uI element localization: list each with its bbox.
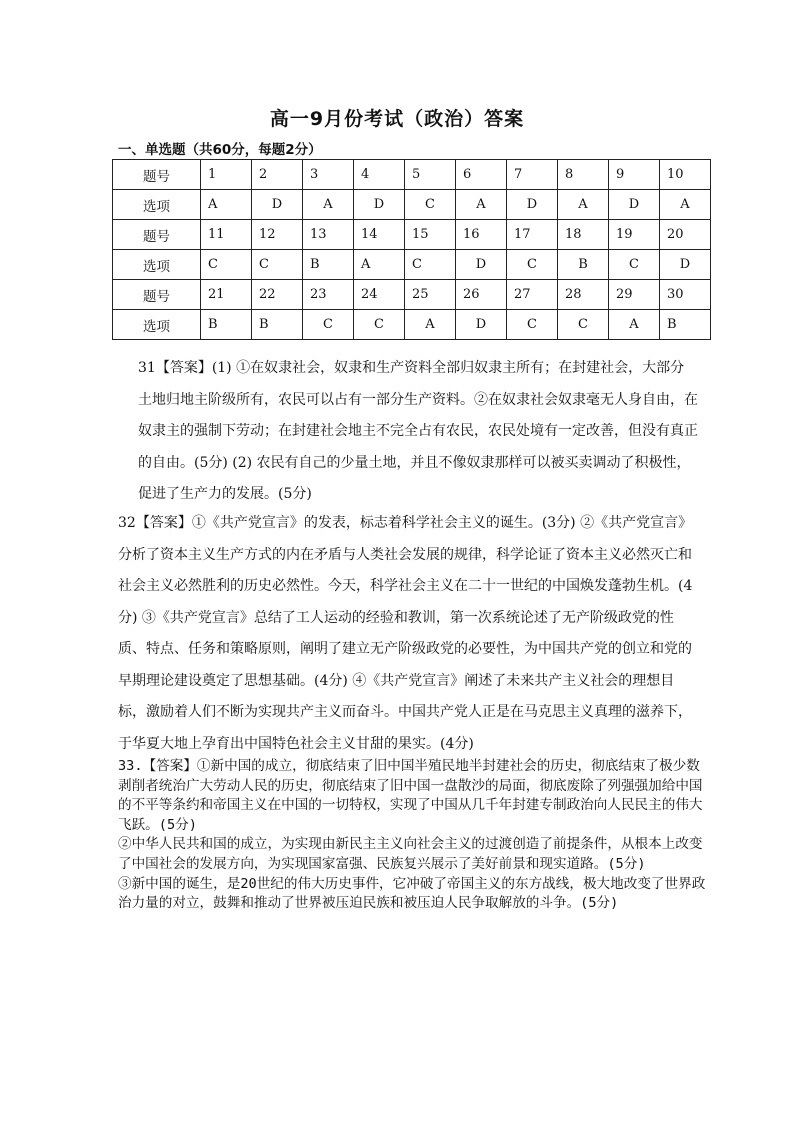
number-cell: 22 bbox=[252, 280, 303, 310]
number-cell: 26 bbox=[456, 280, 507, 310]
answer-cell: A bbox=[558, 190, 609, 220]
table-row bbox=[113, 220, 711, 250]
answer-cell: C bbox=[405, 250, 456, 280]
section-heading: 一、单选题（共60分，每题2分） bbox=[118, 142, 322, 158]
row-label: 选项 bbox=[113, 310, 201, 340]
answer-cell: A bbox=[354, 250, 405, 280]
number-cell: 6 bbox=[456, 160, 507, 190]
number-cell: 24 bbox=[354, 280, 405, 310]
answer-cell: C bbox=[405, 190, 456, 220]
answer-cell: C bbox=[201, 250, 252, 280]
answer-cell: C bbox=[507, 250, 558, 280]
number-cell: 12 bbox=[252, 220, 303, 250]
answer-cell: D bbox=[252, 190, 303, 220]
answer-33-point-3: ③新中国的诞生，是20世纪的伟大历史事件，它冲破了帝国主义的东方战线，极大地改变了世界政治力量的对立，鼓舞和推动了世界被压迫民族和被压迫人民争取解放的斗争。(5分) bbox=[118, 875, 706, 912]
number-cell: 20 bbox=[660, 220, 711, 250]
answer-cell: D bbox=[456, 310, 507, 340]
row-label: 选项 bbox=[113, 190, 201, 220]
answer-cell: A bbox=[660, 190, 711, 220]
answer-cell: C bbox=[354, 310, 405, 340]
number-cell: 2 bbox=[252, 160, 303, 190]
row-label: 选项 bbox=[113, 250, 201, 280]
answer-32: 32【答案】①《共产党宣言》的发表，标志着科学社会主义的诞生。(3分) ②《共产党宣言》分析了资本主义生产方式的内在矛盾与人类社会发展的规律，科学论证了资本主义必然灭亡和社会主义必然胜利的历史必然性。今天，科学社会主义在二十一世纪的中国焕发蓬勃生机。(4分) ③《共产党宣言》总结了工人运动的经验和教训，第一次系统论述了无产阶级政党的性质、特点、任务和策略原则，阐明了建立无产阶级政党的必要性，为中国共产党的创立和党的早期理论建设奠定了思想基础。(4分) ④《共产党宣言》阐述了未来共产主义社会的理想目标，激励着人们不断为实现共产主义而奋斗。中国共产党人正是在马克思主义真理的滋养下，于华夏大地上孕育出中国特色社会主义甘甜的果实。(4分) bbox=[118, 515, 693, 752]
answer-cell: B bbox=[252, 310, 303, 340]
answer-33 bbox=[118, 757, 706, 914]
number-cell: 11 bbox=[201, 220, 252, 250]
number-cell: 4 bbox=[354, 160, 405, 190]
answer-cell: D bbox=[609, 190, 660, 220]
answer-cell: B bbox=[303, 250, 354, 280]
answer-cell: B bbox=[660, 310, 711, 340]
number-cell: 25 bbox=[405, 280, 456, 310]
number-cell: 16 bbox=[456, 220, 507, 250]
answer-cell: C bbox=[558, 310, 609, 340]
answer-cell: B bbox=[201, 310, 252, 340]
number-cell: 1 bbox=[201, 160, 252, 190]
row-label: 题号 bbox=[113, 220, 201, 250]
number-cell: 7 bbox=[507, 160, 558, 190]
number-cell: 13 bbox=[303, 220, 354, 250]
number-cell: 28 bbox=[558, 280, 609, 310]
answer-31: 31【答案】(1) ①在奴隶社会，奴隶和生产资料全部归奴隶主所有；在封建社会，大部分土地归地主阶级所有，农民可以占有一部分生产资料。②在奴隶社会奴隶毫无人身自由，在奴隶主的强制下劳动；在封建社会地主不完全占有农民，农民处境有一定改善，但没有真正的自由。(5分) (2) 农民有自己的少量土地，并且不像奴隶那样可以被买卖调动了积极性，促进了生产力的发展。(5分) bbox=[138, 360, 698, 502]
number-cell: 15 bbox=[405, 220, 456, 250]
table-row bbox=[113, 310, 711, 340]
number-cell: 19 bbox=[609, 220, 660, 250]
number-cell: 29 bbox=[609, 280, 660, 310]
answer-cell: B bbox=[558, 250, 609, 280]
number-cell: 10 bbox=[660, 160, 711, 190]
answer-cell: A bbox=[201, 190, 252, 220]
answer-cell: A bbox=[456, 190, 507, 220]
number-cell: 3 bbox=[303, 160, 354, 190]
number-cell: 18 bbox=[558, 220, 609, 250]
table-row bbox=[113, 250, 711, 280]
number-cell: 14 bbox=[354, 220, 405, 250]
number-cell: 23 bbox=[303, 280, 354, 310]
number-cell: 17 bbox=[507, 220, 558, 250]
page-title: 高一9月份考试（政治）答案 bbox=[269, 108, 525, 130]
row-label: 题号 bbox=[113, 160, 201, 190]
answer-table bbox=[112, 159, 711, 340]
answer-cell: C bbox=[507, 310, 558, 340]
answer-cell: D bbox=[456, 250, 507, 280]
table-row bbox=[113, 190, 711, 220]
number-cell: 5 bbox=[405, 160, 456, 190]
answer-cell: D bbox=[507, 190, 558, 220]
answer-cell: C bbox=[609, 250, 660, 280]
answer-cell: A bbox=[303, 190, 354, 220]
answer-33-point-1: 33.【答案】①新中国的成立，彻底结束了旧中国半殖民地半封建社会的历史，彻底结束了极少数剥削者统治广大劳动人民的历史，彻底结束了旧中国一盘散沙的局面，彻底废除了列强强加给中国的不平等条约和帝国主义在中国的一切特权，实现了中国从几千年封建专制政治向人民民主的伟大飞跃。(5分) bbox=[118, 758, 703, 833]
number-cell: 27 bbox=[507, 280, 558, 310]
number-cell: 30 bbox=[660, 280, 711, 310]
table-row bbox=[113, 160, 711, 190]
number-cell: 8 bbox=[558, 160, 609, 190]
answer-cell: D bbox=[354, 190, 405, 220]
answer-cell: C bbox=[303, 310, 354, 340]
number-cell: 21 bbox=[201, 280, 252, 310]
answer-cell: A bbox=[609, 310, 660, 340]
table-row bbox=[113, 280, 711, 310]
number-cell: 9 bbox=[609, 160, 660, 190]
answer-cell: D bbox=[660, 250, 711, 280]
answer-cell: C bbox=[252, 250, 303, 280]
row-label: 题号 bbox=[113, 280, 201, 310]
answer-cell: A bbox=[405, 310, 456, 340]
answer-33-point-2: ②中华人民共和国的成立，为实现由新民主主义向社会主义的过渡创造了前提条件，从根本上改变了中国社会的发展方向，为实现国家富强、民族复兴展示了美好前景和现实道路。(5分) bbox=[118, 836, 703, 872]
